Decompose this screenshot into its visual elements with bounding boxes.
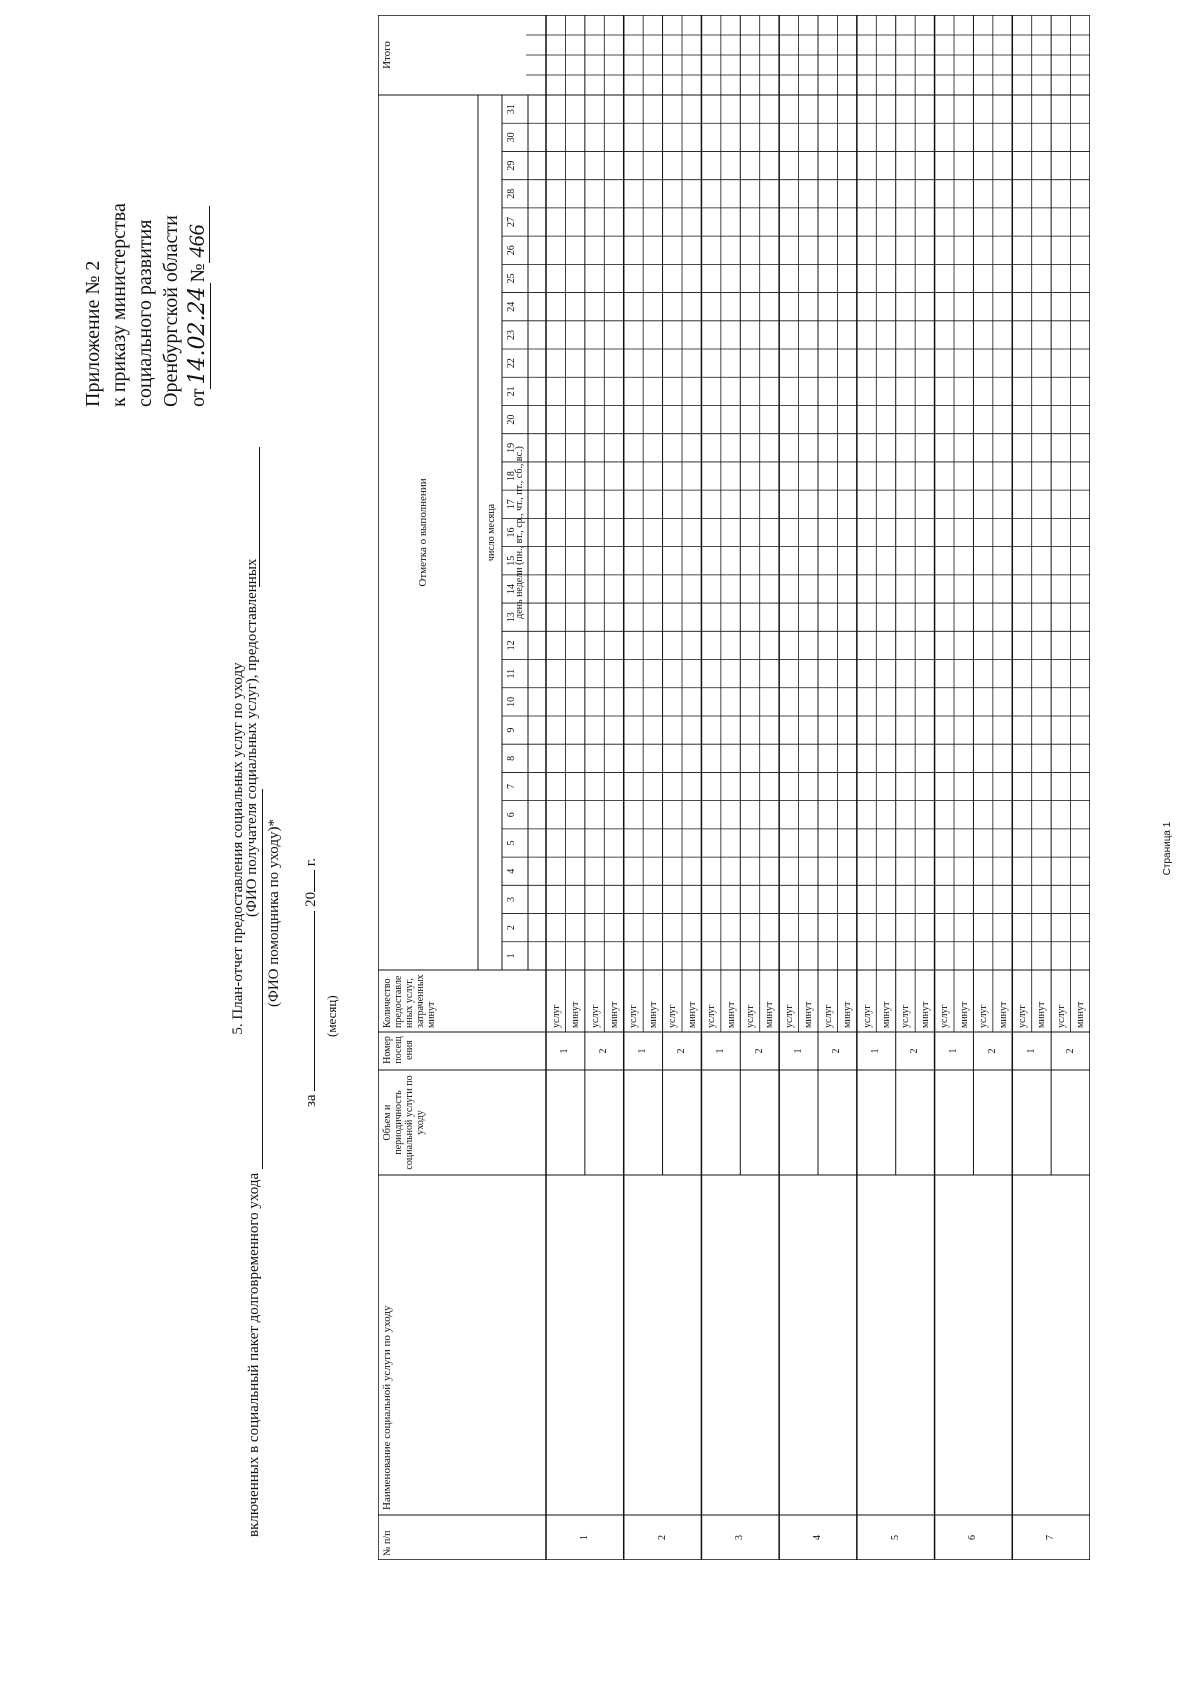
visit-number: 1 xyxy=(637,1048,649,1054)
header-volume: Объем и периодичность социальной услуги по уходу xyxy=(382,1075,426,1170)
day-number-19: 19 xyxy=(506,442,517,453)
header-count: Количество предоставленных услуг, затраченных минут xyxy=(382,974,437,1028)
visit-number: 1 xyxy=(559,1048,571,1054)
day-number-21: 21 xyxy=(506,386,517,397)
day-number-30: 30 xyxy=(506,132,517,143)
visit-number: 1 xyxy=(792,1048,804,1054)
visit-number: 2 xyxy=(1064,1048,1076,1054)
visit-number: 2 xyxy=(831,1048,843,1054)
unit-services: услуг xyxy=(783,1004,795,1028)
visit-number: 1 xyxy=(870,1048,882,1054)
day-number-20: 20 xyxy=(506,414,517,425)
unit-services: услуг xyxy=(550,1004,562,1028)
appendix-number: Приложение № 2 xyxy=(82,260,104,407)
unit-services: услуг xyxy=(589,1004,601,1028)
appendix-region-line: Оренбургской области xyxy=(160,215,182,407)
day-number-24: 24 xyxy=(506,301,517,312)
unit-minutes: минут xyxy=(609,1001,620,1028)
visit-number: 2 xyxy=(676,1048,687,1054)
page-footer: Страница 1 xyxy=(1162,821,1173,876)
row-number: 2 xyxy=(656,1535,668,1540)
row-number: 7 xyxy=(1045,1535,1057,1540)
day-number-18: 18 xyxy=(506,471,517,482)
day-number-16: 16 xyxy=(506,527,517,538)
day-number-6: 6 xyxy=(506,812,517,818)
unit-services: услуг xyxy=(706,1004,718,1028)
unit-services: услуг xyxy=(628,1004,640,1028)
included-line: включенных в социальный пакет долговременного ухода xyxy=(246,789,263,1537)
appendix-header xyxy=(80,27,211,407)
unit-minutes: минут xyxy=(570,1001,582,1028)
appendix-ministry-line: социального развития xyxy=(134,219,156,407)
day-number-25: 25 xyxy=(506,273,517,284)
unit-minutes: минут xyxy=(919,1001,931,1028)
unit-services: услуг xyxy=(861,1004,873,1028)
day-number-11: 11 xyxy=(506,668,517,679)
visit-number: 2 xyxy=(909,1048,921,1054)
unit-minutes: минут xyxy=(803,1001,815,1028)
unit-services: услуг xyxy=(1017,1004,1028,1028)
row-number: 3 xyxy=(734,1535,746,1540)
form-title: 5. План-отчет предоставления социальных услуг по уходу xyxy=(230,662,246,1035)
handwritten-date: 14.02.24 xyxy=(185,283,211,389)
unit-minutes: минут xyxy=(725,1001,737,1028)
day-number-10: 10 xyxy=(506,696,517,707)
unit-services: услуг xyxy=(939,1004,951,1028)
header-weekday: день недели (пн., вт., ср., чт., пт., сб., вс.) xyxy=(514,446,525,619)
unit-minutes: минут xyxy=(686,1001,698,1028)
unit-services: услуг xyxy=(745,1004,756,1028)
day-number-14: 14 xyxy=(506,583,517,594)
day-number-9: 9 xyxy=(506,727,517,733)
unit-minutes: минут xyxy=(842,1001,854,1028)
day-number-12: 12 xyxy=(506,640,517,651)
day-number-23: 23 xyxy=(506,329,517,340)
row-number: 4 xyxy=(812,1535,823,1540)
visit-number: 2 xyxy=(986,1048,998,1054)
header-num: № п/п xyxy=(382,1530,393,1556)
header-total: Итого xyxy=(381,41,393,69)
unit-minutes: минут xyxy=(958,1001,970,1028)
month-caption: (месяц) xyxy=(324,995,339,1037)
appendix-order-line: к приказу министерства xyxy=(108,203,130,407)
day-number-22: 22 xyxy=(506,358,517,369)
unit-services: услуг xyxy=(1055,1004,1067,1028)
header-mark: Отметка о выполнении xyxy=(417,478,429,587)
day-number-29: 29 xyxy=(506,160,517,171)
day-number-28: 28 xyxy=(506,188,517,199)
unit-minutes: минут xyxy=(1075,1001,1087,1028)
visit-number: 1 xyxy=(1025,1048,1037,1054)
helper-blank xyxy=(258,447,260,587)
unit-minutes: минут xyxy=(881,1001,892,1028)
day-number-31: 31 xyxy=(506,104,517,115)
row-number: 6 xyxy=(967,1535,979,1540)
helper-caption: (ФИО помощника по уходу)* xyxy=(266,819,282,1007)
day-number-4: 4 xyxy=(506,868,517,874)
unit-services: услуг xyxy=(900,1004,912,1028)
unit-minutes: минут xyxy=(647,1001,659,1028)
unit-services: услуг xyxy=(978,1004,990,1028)
unit-minutes: минут xyxy=(764,1001,776,1028)
unit-minutes: минут xyxy=(997,1001,1009,1028)
visit-number: 1 xyxy=(948,1048,959,1054)
visit-number: 2 xyxy=(598,1048,610,1054)
visit-number: 1 xyxy=(714,1048,726,1054)
day-number-7: 7 xyxy=(506,784,517,790)
header-service-name: Наименование социальной услуги по уходу xyxy=(381,1305,393,1510)
day-number-8: 8 xyxy=(506,755,517,761)
day-number-5: 5 xyxy=(506,840,517,846)
row-number: 1 xyxy=(578,1535,590,1540)
day-number-13: 13 xyxy=(506,612,517,623)
unit-services: услуг xyxy=(667,1004,679,1028)
unit-minutes: минут xyxy=(1036,1001,1048,1028)
day-number-15: 15 xyxy=(506,555,517,566)
visit-number: 2 xyxy=(753,1048,765,1054)
plan-report-table xyxy=(378,15,1090,1560)
unit-services: услуг xyxy=(822,1004,834,1028)
day-number-27: 27 xyxy=(506,217,517,228)
day-number-17: 17 xyxy=(506,499,517,510)
recipient-caption: (ФИО получателя социальных услуг), предоставленных xyxy=(244,558,260,917)
day-number-3: 3 xyxy=(506,896,517,902)
table-grid-lines xyxy=(378,15,1090,1560)
period-line: за 20 г. xyxy=(303,857,319,1107)
day-number-26: 26 xyxy=(506,245,517,256)
day-number-1: 1 xyxy=(506,953,517,959)
day-number-2: 2 xyxy=(506,925,517,931)
appendix-date-line: от14.02.24№466 xyxy=(184,27,211,407)
header-visit: Номер посещения xyxy=(382,1036,415,1064)
row-number: 5 xyxy=(889,1535,901,1540)
header-day-of-month: число месяца xyxy=(486,503,497,562)
handwritten-number: 466 xyxy=(184,206,210,263)
